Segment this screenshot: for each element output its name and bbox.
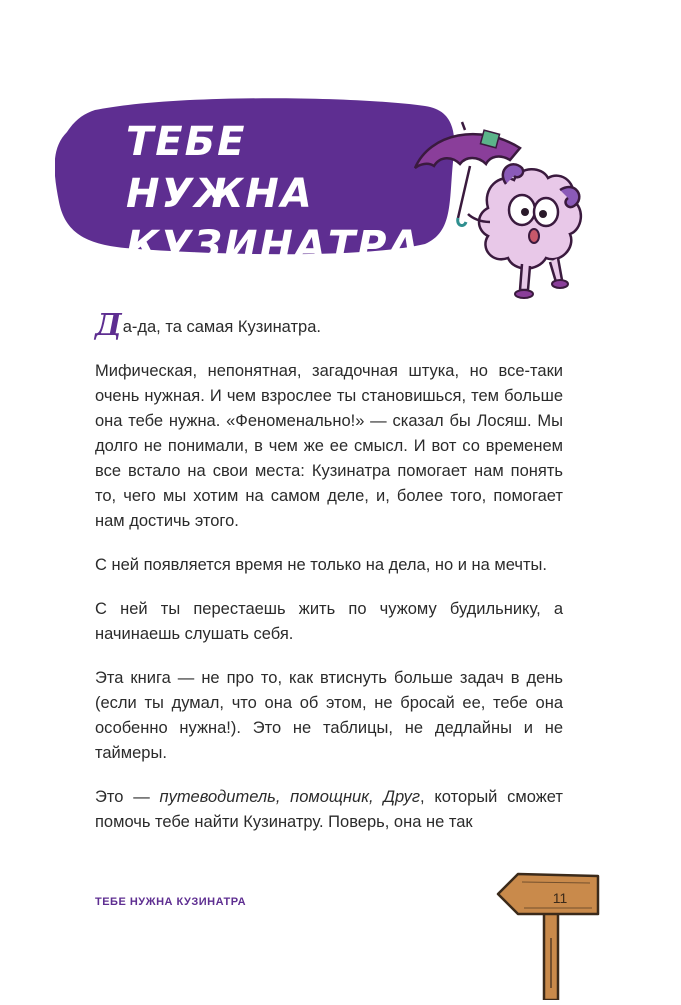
page-number: 11 [552, 890, 568, 906]
paragraph-1: Мифическая, непонятная, загадочная штука, но все-таки очень нужная. И чем взрослее ты становишься, тем больше она тебе нужна. «Феноменально!» — сказал бы Лосяш. Мы долго не понимали, в чем же ее смысл. И вот со временем все встало на свои места: Кузинатра помогает нам понять то, чего мы хотим на самом деле, и, более того, помогает нам достичь этого. [95, 362, 563, 530]
body-text [95, 308, 563, 854]
first-paragraph [95, 308, 563, 343]
running-footer-title: ТЕБЕ НУЖНА КУЗИНАТРА [95, 896, 247, 908]
title-line-2: КУЗИНАТРА [126, 223, 422, 269]
paragraph-5-start: Это — [95, 788, 160, 806]
drop-cap: Д [95, 308, 122, 343]
first-line-text: а-да, та самая Кузинатра. [122, 318, 321, 336]
paragraph-4: Эта книга — не про то, как втиснуть больше задач в день (если ты думал, что она об этом, не бросай ее, тебе она особенно нужна!). Это не таблицы, не дедлайны и не таймеры. [95, 669, 563, 762]
paragraph-5-end: , который сможет помочь тебе найти Кузинатру. Поверь, она не так [95, 788, 563, 831]
sheep-with-umbrella-icon [410, 118, 610, 308]
title-line-1: ТЕБЕ НУЖНА [126, 119, 314, 217]
paragraph-3: С ней ты перестаешь жить по чужому будильнику, а начинаешь слушать себя. [95, 600, 563, 643]
signpost-icon [494, 868, 604, 1000]
paragraph-5-italic: путеводитель, помощник, Друг [159, 788, 421, 806]
page-title [68, 116, 422, 272]
paragraph-2: С ней появляется время не только на дела, но и на мечты. [95, 556, 548, 574]
paragraph-5 [95, 785, 563, 835]
